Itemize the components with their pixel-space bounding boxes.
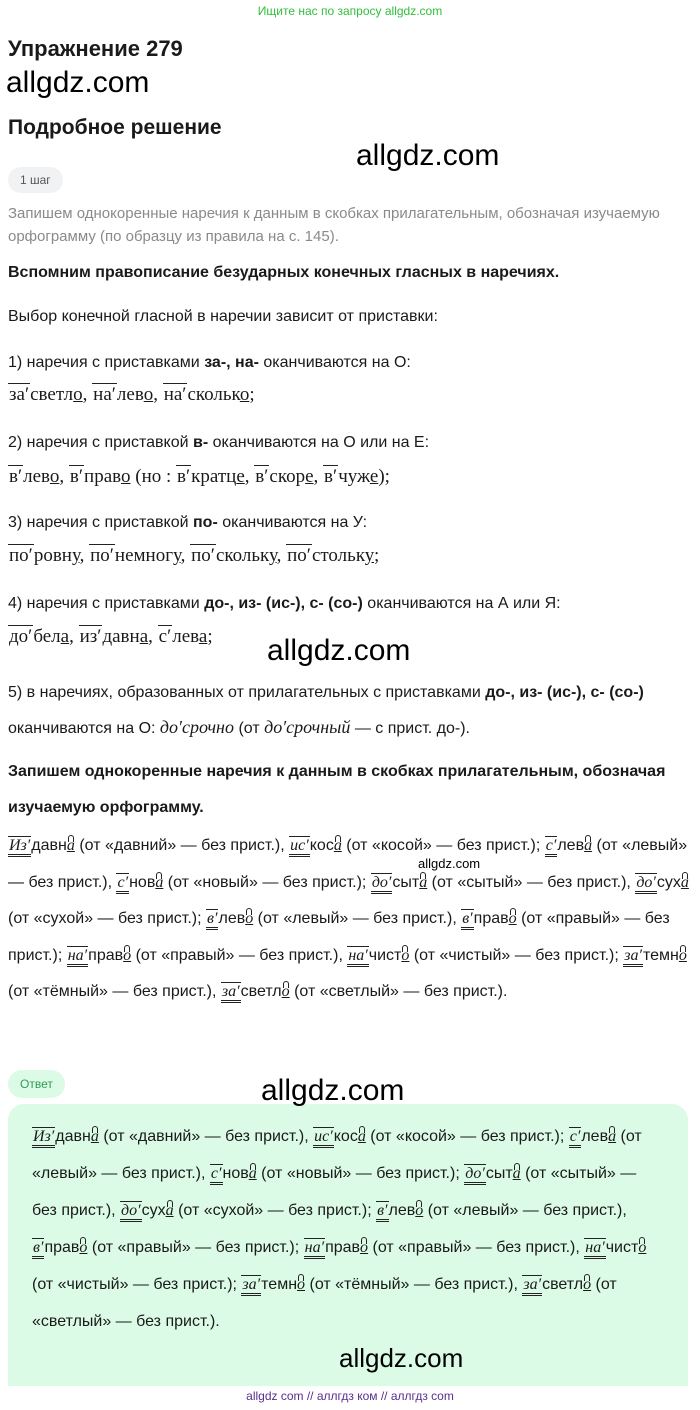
marked-word — [313, 1127, 366, 1148]
ending-mark: а — [512, 1165, 521, 1182]
word-note: (от «правый» — без прист.), — [368, 1239, 585, 1256]
prefix-mark: по′ — [191, 545, 215, 566]
marked-word — [323, 465, 378, 487]
word-root: стольк — [311, 545, 365, 566]
word-root: чист — [605, 1239, 639, 1256]
ending-mark: о — [123, 946, 132, 964]
word-root: прав — [88, 946, 124, 964]
separator: , — [276, 545, 287, 566]
rule-text: оканчиваются на О: — [258, 354, 411, 371]
marked-word — [584, 1238, 646, 1259]
watermark: allgdz.com — [261, 1074, 405, 1107]
separator: , — [82, 384, 93, 405]
word-root: кратц — [191, 466, 237, 487]
prefix-mark: в′ — [206, 909, 218, 930]
word-root: нов — [222, 1165, 249, 1182]
rule-prefixes: в- — [193, 434, 209, 451]
prefix-mark: на′ — [347, 946, 368, 967]
prefix-mark: по′ — [9, 545, 33, 566]
ending-mark: у — [364, 545, 375, 566]
marked-word — [635, 873, 689, 894]
word-root: светл — [542, 1276, 584, 1293]
marked-word — [241, 1275, 305, 1296]
ending-mark: у — [269, 545, 277, 566]
word-note: (от «тёмный» — без прист.), — [305, 1276, 523, 1293]
prefix-mark: за′ — [221, 982, 241, 1003]
word-root: лев — [388, 1202, 416, 1219]
prefix-mark: на′ — [93, 384, 116, 405]
word-root: сух — [656, 873, 681, 891]
ending-mark: о — [508, 910, 517, 927]
marked-word — [32, 1127, 99, 1148]
prefix-mark: в′ — [32, 1238, 44, 1259]
separator: ; — [249, 384, 255, 405]
word-root: темн — [643, 946, 679, 964]
word-root: лев — [581, 1128, 609, 1145]
word-root: давн — [102, 626, 140, 647]
footer-links: allgdz com // аллгдз ком // аллгдз com — [246, 1389, 454, 1403]
rule-5: 5) в наречиях, образованных от прилагательных с приставками до-, из- (ис-), с- (со-) оканчиваются на О: до′срочно (от до′срочный — с прист. до-). — [8, 684, 644, 737]
marked-word — [8, 383, 83, 405]
word-note: (от «косой» — без прист.); — [341, 837, 545, 854]
separator: , — [59, 466, 69, 487]
word-root: ровн — [33, 545, 72, 566]
word-root: нов — [129, 873, 156, 891]
rule-text: оканчиваются на А или Я: — [362, 595, 561, 612]
watermark: allgdz.com — [6, 66, 150, 99]
ending-mark: а — [198, 626, 208, 647]
word-note: (от «левый» — без прист.), — [8, 837, 688, 891]
marked-word — [163, 383, 250, 405]
prefix-mark: в′ — [376, 1201, 388, 1222]
rule-heading: Вспомним правописание безударных конечных гласных в наречиях. — [8, 264, 560, 281]
watermark: allgdz.com — [356, 139, 500, 172]
word-note: (от «чистый» — без прист.); — [32, 1276, 242, 1293]
marked-word — [32, 1238, 87, 1259]
prefix-mark: с′ — [210, 1164, 223, 1185]
watermark: allgdz.com — [267, 634, 411, 667]
marked-word — [461, 909, 516, 930]
ending-mark: о — [79, 1239, 88, 1256]
ending-mark: е — [236, 466, 245, 487]
word-root: немног — [114, 545, 173, 566]
rule-prefixes: до-, из- (ис-), с- (со-) — [204, 595, 363, 612]
prefix-mark: в′ — [9, 466, 23, 487]
word-note: (от «давний» — без прист.), — [74, 837, 290, 854]
word-note: (от «новый» — без прист.); — [163, 873, 371, 891]
word-note: (от «чистый» — без прист.); — [409, 946, 624, 964]
ending-mark: а — [248, 1165, 257, 1182]
prefix-mark: Из′ — [8, 836, 31, 857]
word-root: прав — [325, 1239, 361, 1256]
rule-examples — [8, 545, 379, 567]
separator: ; — [374, 545, 380, 566]
watermark: allgdz.com — [418, 856, 481, 871]
marked-word — [8, 836, 75, 857]
ending-mark: а — [608, 1128, 617, 1145]
ending-mark: о — [239, 384, 250, 405]
prefix-mark: из′ — [79, 626, 102, 647]
prefix-mark: за′ — [522, 1275, 542, 1296]
word-root: лев — [116, 384, 144, 405]
ending-mark: а — [139, 626, 149, 647]
prefix-mark: за′ — [623, 946, 643, 967]
ending-mark: у — [173, 545, 181, 566]
prefix-mark: с′ — [569, 1127, 582, 1148]
word-root: давн — [31, 837, 67, 854]
marked-word — [206, 909, 253, 930]
word-note: (от «сухой» — без прист.); — [8, 910, 207, 927]
word-root: скор — [269, 466, 306, 487]
marked-word — [221, 982, 290, 1003]
rule-item — [8, 432, 688, 454]
marked-word — [8, 544, 80, 566]
ending-mark: о — [245, 910, 254, 927]
word-root: лев — [218, 910, 246, 927]
word-note: (от «правый» — без прист.); — [8, 910, 670, 964]
rule-text: 4) наречия с приставками — [8, 595, 205, 612]
marked-word — [69, 465, 131, 487]
marked-word — [158, 625, 208, 647]
rule-text: 3) наречия с приставкой — [8, 514, 194, 531]
marked-word — [376, 1201, 423, 1222]
separator: , — [244, 466, 255, 487]
marked-word — [79, 625, 149, 647]
separator: ); — [378, 466, 390, 487]
ending-mark: а — [584, 837, 593, 854]
ending-mark: о — [49, 466, 60, 487]
rule-item — [8, 593, 688, 615]
word-note: (от «новый» — без прист.); — [256, 1165, 465, 1182]
prefix-mark: с′ — [158, 626, 172, 647]
rule-text: оканчиваются на О или на Е: — [208, 434, 430, 451]
separator: ; — [207, 626, 213, 647]
word-note: (от «сытый» — без прист.), — [32, 1165, 637, 1219]
marked-word — [347, 946, 409, 967]
prefix-mark: до′ — [371, 873, 393, 894]
prefix-mark: ис′ — [313, 1127, 334, 1148]
ending-mark: о — [360, 1239, 369, 1256]
word-root: скольк — [187, 384, 240, 405]
prefix-mark: на′ — [584, 1238, 605, 1259]
prefix-mark: ис′ — [289, 836, 310, 857]
prefix-mark: на′ — [67, 946, 88, 967]
prefix-mark: до′ — [635, 873, 657, 894]
word-note: (от «тёмный» — без прист.), — [8, 983, 221, 1000]
separator: , — [69, 626, 79, 647]
task-text: Запишем однокоренные наречия к данным в скобках прилагательным, обозначая изучаемую орфограмму (по образцу из правила на с. 145). — [8, 205, 660, 245]
word-note: (от «правый» — без прист.), — [131, 946, 348, 964]
word-root: сух — [141, 1202, 166, 1219]
ending-mark: о — [143, 384, 154, 405]
word-root: темн — [261, 1276, 298, 1293]
word-root: прав — [473, 910, 509, 927]
ending-mark: о — [678, 946, 687, 964]
rule-examples — [8, 626, 213, 648]
ending-mark: о — [401, 946, 410, 964]
word-note: (от «правый» — без прист.); — [87, 1239, 304, 1256]
prefix-mark: в′ — [461, 909, 473, 930]
marked-word — [116, 873, 163, 894]
marked-word — [8, 625, 69, 647]
rule-intro: Выбор конечной гласной в наречии зависит от приставки: — [8, 308, 438, 325]
step-badge: 1 шаг — [8, 167, 63, 193]
word-root: светл — [240, 983, 282, 1000]
marked-word — [89, 544, 181, 566]
prefix-mark: на′ — [304, 1238, 325, 1259]
word-root: чист — [368, 946, 402, 964]
word-note: (от «левый» — без прист.), — [253, 910, 462, 927]
ending-mark: а — [90, 1128, 99, 1145]
section-title: Подробное решение — [8, 116, 222, 139]
word-root: прав — [44, 1239, 80, 1256]
answer-badge: Ответ — [8, 1070, 65, 1098]
ending-mark: о — [281, 983, 290, 1000]
marked-word — [254, 465, 313, 487]
prefix-mark: до′ — [9, 626, 33, 647]
word-root: прав — [84, 466, 121, 487]
ending-mark: о — [638, 1239, 647, 1256]
marked-word — [522, 1275, 591, 1296]
prefix-mark: до′ — [120, 1201, 142, 1222]
rule-examples — [8, 384, 255, 406]
word-note: (от «левый» — без прист.), — [32, 1128, 642, 1182]
marked-word — [67, 946, 131, 967]
marked-word — [210, 1164, 257, 1185]
ending-mark: о — [73, 384, 83, 405]
ending-mark: а — [680, 873, 689, 891]
ending-mark: е — [369, 466, 379, 487]
marked-word — [8, 465, 59, 487]
rule-text: 1) наречия с приставками — [8, 354, 205, 371]
solution-paragraph — [8, 828, 692, 1011]
ending-mark: о — [297, 1276, 306, 1293]
ending-mark: а — [155, 873, 164, 891]
prefix-mark: по′ — [287, 545, 311, 566]
ending-mark: а — [66, 837, 75, 854]
prefix-mark: по′ — [90, 545, 114, 566]
prefix-mark: на′ — [163, 384, 187, 405]
separator: , — [180, 545, 191, 566]
word-root: скольк — [215, 545, 269, 566]
ending-mark: о — [583, 1276, 592, 1293]
watermark: allgdz.com — [339, 1343, 464, 1373]
prefix-mark: в′ — [324, 466, 338, 487]
marked-word — [623, 946, 687, 967]
word-root: лев — [172, 626, 199, 647]
ending-mark: а — [165, 1202, 174, 1219]
prefix-mark: в′ — [69, 466, 84, 487]
ending-mark: о — [121, 466, 131, 487]
marked-word — [569, 1127, 616, 1148]
word-note: (от «левый» — без прист.), — [423, 1202, 627, 1219]
marked-word — [176, 465, 245, 487]
rule-item — [8, 512, 688, 534]
word-note: (от «светлый» — без прист.). — [289, 983, 508, 1000]
word-root: давн — [55, 1128, 91, 1145]
solution-heading: Запишем однокоренные наречия к данным в скобках прилагательным, обозначая изучаемую орфограмму. — [8, 763, 666, 816]
word-root: кос — [309, 837, 334, 854]
word-root: кос — [333, 1128, 358, 1145]
word-note: (от «сухой» — без прист.); — [173, 1202, 377, 1219]
ending-mark: о — [415, 1202, 424, 1219]
ending-mark: а — [419, 873, 428, 891]
prefix-mark: с′ — [116, 873, 129, 894]
ending-mark: у — [71, 545, 80, 566]
marked-word — [545, 836, 592, 857]
marked-word — [289, 836, 342, 857]
word-root: сыт — [392, 873, 420, 891]
separator: , — [153, 384, 163, 405]
word-note: (от «косой» — без прист.); — [365, 1128, 569, 1145]
page-title: Упражнение 279 — [8, 36, 183, 61]
prefix-mark: за′ — [241, 1275, 261, 1296]
prefix-mark: Из′ — [32, 1127, 55, 1148]
word-root: бел — [33, 626, 61, 647]
marked-word — [371, 873, 427, 894]
marked-word — [464, 1164, 520, 1185]
word-note: (от «давний» — без прист.), — [98, 1128, 314, 1145]
ending-mark: а — [333, 837, 342, 854]
word-root: лев — [23, 466, 50, 487]
rule-item — [8, 352, 688, 374]
ending-mark: а — [357, 1128, 366, 1145]
word-note: (от «светлый» — без прист.). — [32, 1276, 617, 1330]
rule-text: 2) наречия с приставкой — [8, 434, 194, 451]
prefix-mark: с′ — [545, 836, 558, 857]
marked-word — [92, 383, 153, 405]
rule-prefixes: по- — [193, 514, 218, 531]
marked-word — [190, 544, 277, 566]
prefix-mark: до′ — [464, 1164, 486, 1185]
rule-examples — [8, 466, 390, 488]
ending-mark: а — [60, 626, 70, 647]
word-root: чуж — [338, 466, 370, 487]
separator: (но : — [130, 466, 177, 487]
word-root: лев — [557, 837, 585, 854]
word-root: сыт — [485, 1165, 513, 1182]
top-banner: Ищите нас по запросу allgdz.com — [257, 4, 443, 18]
marked-word — [304, 1238, 368, 1259]
separator: , — [79, 545, 90, 566]
rule-text: оканчиваются на У: — [217, 514, 368, 531]
word-note: (от «сытый» — без прист.), — [427, 873, 636, 891]
prefix-mark: в′ — [255, 466, 269, 487]
separator: , — [148, 626, 158, 647]
ending-mark: е — [305, 466, 314, 487]
prefix-mark: за′ — [9, 384, 30, 405]
prefix-mark: в′ — [177, 466, 191, 487]
marked-word — [286, 544, 374, 566]
word-root: светл — [30, 384, 74, 405]
rule-prefixes: за-, на- — [204, 354, 259, 371]
separator: , — [313, 466, 324, 487]
marked-word — [120, 1201, 174, 1222]
